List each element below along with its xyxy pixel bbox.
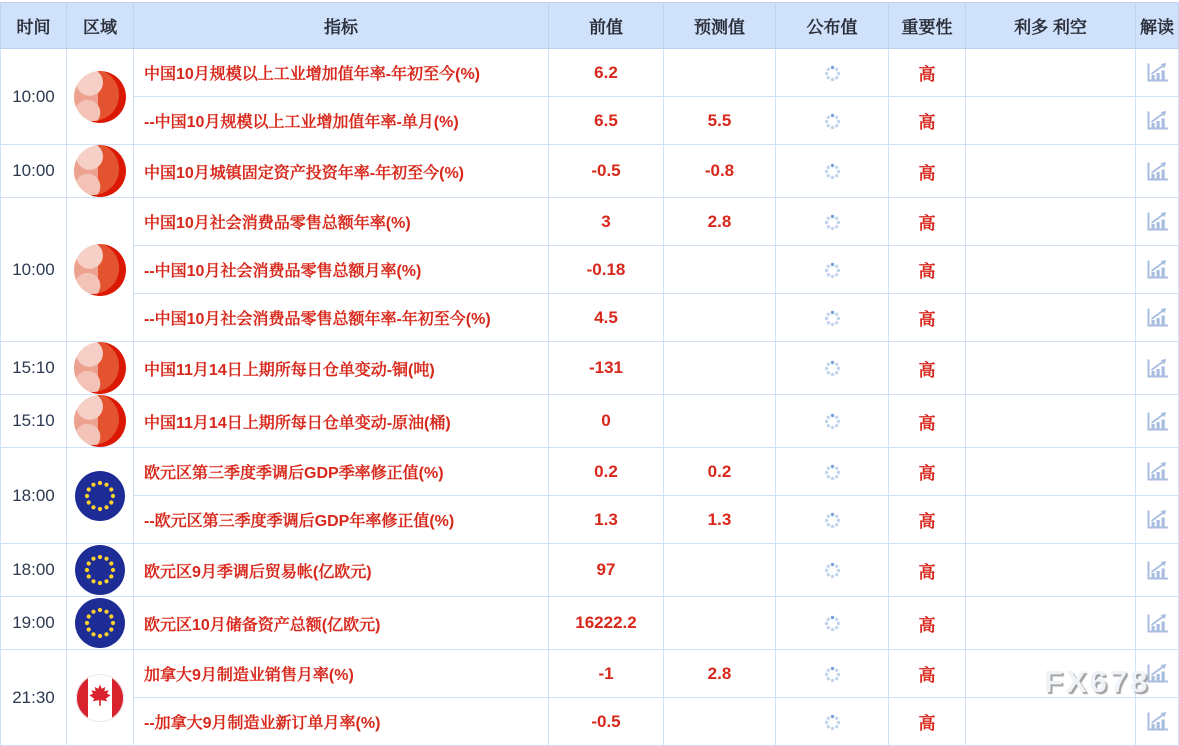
bar-chart-arrow-icon[interactable] — [1146, 560, 1169, 581]
bull-bear-cell — [966, 198, 1136, 246]
indicator-cell[interactable]: 欧元区9月季调后贸易帐(亿欧元) — [134, 544, 549, 597]
china-flag-icon — [67, 395, 133, 447]
bar-chart-arrow-icon[interactable] — [1146, 62, 1169, 83]
interpret-cell — [1136, 597, 1179, 650]
column-header-bull-bear: 利多 利空 — [966, 3, 1136, 49]
interpret-cell — [1136, 698, 1179, 746]
published-value-cell — [776, 650, 889, 698]
previous-value-cell: 16222.2 — [549, 597, 664, 650]
previous-value-cell: 0.2 — [549, 448, 664, 496]
forecast-value-cell — [664, 294, 776, 342]
previous-value-cell: -0.5 — [549, 145, 664, 198]
forecast-value-cell — [664, 597, 776, 650]
interpret-cell — [1136, 448, 1179, 496]
canada-flag-icon — [67, 673, 133, 723]
indicator-cell[interactable]: --中国10月规模以上工业增加值年率-单月(%) — [134, 97, 549, 145]
loading-spinner-icon — [824, 714, 841, 731]
forecast-value-cell — [664, 342, 776, 395]
forecast-value-cell: 0.2 — [664, 448, 776, 496]
importance-cell: 高 — [889, 145, 966, 198]
importance-cell: 高 — [889, 698, 966, 746]
column-header-interpret: 解读 — [1136, 3, 1179, 49]
region-cell — [67, 145, 134, 198]
interpret-cell — [1136, 198, 1179, 246]
interpret-cell — [1136, 395, 1179, 448]
importance-cell: 高 — [889, 342, 966, 395]
previous-value-cell: 6.2 — [549, 49, 664, 97]
published-value-cell — [776, 496, 889, 544]
table-header — [1, 3, 1179, 49]
bar-chart-arrow-icon[interactable] — [1146, 358, 1169, 379]
loading-spinner-icon — [824, 464, 841, 481]
region-cell — [67, 342, 134, 395]
indicator-cell[interactable]: 欧元区第三季度季调后GDP季率修正值(%) — [134, 448, 549, 496]
loading-spinner-icon — [824, 65, 841, 82]
indicator-cell[interactable]: 欧元区10月储备资产总额(亿欧元) — [134, 597, 549, 650]
loading-spinner-icon — [824, 512, 841, 529]
loading-spinner-icon — [824, 615, 841, 632]
importance-cell: 高 — [889, 198, 966, 246]
eu-flag-icon — [67, 544, 133, 596]
region-cell — [67, 198, 134, 342]
column-header-forecast: 预测值 — [664, 3, 776, 49]
published-value-cell — [776, 49, 889, 97]
forecast-value-cell: -0.8 — [664, 145, 776, 198]
importance-cell: 高 — [889, 246, 966, 294]
loading-spinner-icon — [824, 413, 841, 430]
loading-spinner-icon — [824, 262, 841, 279]
calendar-table-body — [1, 49, 1179, 746]
table-row — [1, 294, 1179, 342]
bull-bear-cell — [966, 342, 1136, 395]
china-flag-icon — [67, 342, 133, 394]
bull-bear-cell — [966, 496, 1136, 544]
previous-value-cell: -1 — [549, 650, 664, 698]
region-cell — [67, 597, 134, 650]
indicator-cell[interactable]: 中国10月规模以上工业增加值年率-年初至今(%) — [134, 49, 549, 97]
previous-value-cell: -0.18 — [549, 246, 664, 294]
column-header-published: 公布值 — [776, 3, 889, 49]
region-cell — [67, 544, 134, 597]
indicator-cell[interactable]: 中国10月城镇固定资产投资年率-年初至今(%) — [134, 145, 549, 198]
china-flag-icon — [67, 71, 133, 123]
bar-chart-arrow-icon[interactable] — [1146, 110, 1169, 131]
previous-value-cell: 0 — [549, 395, 664, 448]
eu-flag-icon — [67, 470, 133, 522]
fx678-watermark: FX678 — [1044, 664, 1151, 699]
time-cell: 15:10 — [1, 342, 67, 395]
table-row — [1, 97, 1179, 145]
bull-bear-cell — [966, 650, 1136, 698]
indicator-cell[interactable]: --欧元区第三季度季调后GDP年率修正值(%) — [134, 496, 549, 544]
table-row — [1, 145, 1179, 198]
published-value-cell — [776, 544, 889, 597]
time-cell: 10:00 — [1, 145, 67, 198]
interpret-cell — [1136, 496, 1179, 544]
forecast-value-cell: 1.3 — [664, 496, 776, 544]
bull-bear-cell — [966, 698, 1136, 746]
indicator-cell[interactable]: 加拿大9月制造业销售月率(%) — [134, 650, 549, 698]
interpret-cell — [1136, 342, 1179, 395]
bar-chart-arrow-icon[interactable] — [1146, 711, 1169, 732]
bar-chart-arrow-icon[interactable] — [1146, 307, 1169, 328]
forecast-value-cell — [664, 49, 776, 97]
region-cell — [67, 395, 134, 448]
region-cell — [67, 448, 134, 544]
column-header-time: 时间 — [1, 3, 67, 49]
published-value-cell — [776, 448, 889, 496]
time-cell: 15:10 — [1, 395, 67, 448]
importance-cell: 高 — [889, 448, 966, 496]
interpret-cell — [1136, 294, 1179, 342]
loading-spinner-icon — [824, 360, 841, 377]
bull-bear-cell — [966, 294, 1136, 342]
time-cell: 18:00 — [1, 448, 67, 544]
forecast-value-cell — [664, 246, 776, 294]
published-value-cell — [776, 597, 889, 650]
previous-value-cell: 3 — [549, 198, 664, 246]
bar-chart-arrow-icon[interactable] — [1146, 509, 1169, 530]
bull-bear-cell — [966, 395, 1136, 448]
china-flag-icon — [67, 145, 133, 197]
importance-cell: 高 — [889, 395, 966, 448]
forecast-value-cell — [664, 544, 776, 597]
published-value-cell — [776, 246, 889, 294]
published-value-cell — [776, 395, 889, 448]
bull-bear-cell — [966, 246, 1136, 294]
eu-flag-icon — [67, 597, 133, 649]
previous-value-cell: 6.5 — [549, 97, 664, 145]
bull-bear-cell — [966, 448, 1136, 496]
table-row — [1, 597, 1179, 650]
loading-spinner-icon — [824, 214, 841, 231]
bar-chart-arrow-icon[interactable] — [1146, 161, 1169, 182]
time-cell: 18:00 — [1, 544, 67, 597]
indicator-cell[interactable]: --中国10月社会消费品零售总额月率(%) — [134, 246, 549, 294]
importance-cell: 高 — [889, 294, 966, 342]
indicator-cell[interactable]: 中国11月14日上期所每日仓单变动-原油(桶) — [134, 395, 549, 448]
table-row — [1, 448, 1179, 496]
interpret-cell — [1136, 145, 1179, 198]
table-row — [1, 49, 1179, 97]
table-row — [1, 650, 1179, 698]
forecast-value-cell — [664, 395, 776, 448]
interpret-cell — [1136, 246, 1179, 294]
column-header-indicator: 指标 — [134, 3, 549, 49]
published-value-cell — [776, 97, 889, 145]
bull-bear-cell — [966, 597, 1136, 650]
importance-cell: 高 — [889, 97, 966, 145]
time-cell: 10:00 — [1, 49, 67, 145]
column-header-region: 区域 — [67, 3, 134, 49]
table-row — [1, 342, 1179, 395]
bull-bear-cell — [966, 49, 1136, 97]
loading-spinner-icon — [824, 113, 841, 130]
published-value-cell — [776, 145, 889, 198]
economic-calendar-table — [0, 2, 1179, 746]
importance-cell: 高 — [889, 544, 966, 597]
importance-cell: 高 — [889, 496, 966, 544]
previous-value-cell: 4.5 — [549, 294, 664, 342]
china-flag-icon — [67, 244, 133, 296]
bar-chart-arrow-icon[interactable] — [1146, 663, 1169, 684]
region-cell — [67, 49, 134, 145]
forecast-value-cell: 5.5 — [664, 97, 776, 145]
loading-spinner-icon — [824, 666, 841, 683]
previous-value-cell: -0.5 — [549, 698, 664, 746]
interpret-cell — [1136, 97, 1179, 145]
table-row — [1, 544, 1179, 597]
table-row — [1, 496, 1179, 544]
region-cell — [67, 650, 134, 746]
bull-bear-cell — [966, 145, 1136, 198]
published-value-cell — [776, 198, 889, 246]
bar-chart-arrow-icon[interactable] — [1146, 211, 1169, 232]
indicator-cell[interactable]: --中国10月社会消费品零售总额年率-年初至今(%) — [134, 294, 549, 342]
forecast-value-cell: 2.8 — [664, 198, 776, 246]
previous-value-cell: -131 — [549, 342, 664, 395]
table-row — [1, 395, 1179, 448]
table-row — [1, 198, 1179, 246]
bull-bear-cell — [966, 544, 1136, 597]
table-row — [1, 246, 1179, 294]
forecast-value-cell: 2.8 — [664, 650, 776, 698]
previous-value-cell: 1.3 — [549, 496, 664, 544]
time-cell: 10:00 — [1, 198, 67, 342]
published-value-cell — [776, 698, 889, 746]
previous-value-cell: 97 — [549, 544, 664, 597]
table-row — [1, 698, 1179, 746]
interpret-cell — [1136, 49, 1179, 97]
published-value-cell — [776, 294, 889, 342]
importance-cell: 高 — [889, 650, 966, 698]
time-cell: 19:00 — [1, 597, 67, 650]
published-value-cell — [776, 342, 889, 395]
bar-chart-arrow-icon[interactable] — [1146, 613, 1169, 634]
interpret-cell — [1136, 650, 1179, 698]
column-header-importance: 重要性 — [889, 3, 966, 49]
indicator-cell[interactable]: 中国11月14日上期所每日仓单变动-铜(吨) — [134, 342, 549, 395]
loading-spinner-icon — [824, 310, 841, 327]
bar-chart-arrow-icon[interactable] — [1146, 461, 1169, 482]
loading-spinner-icon — [824, 163, 841, 180]
column-header-previous: 前值 — [549, 3, 664, 49]
importance-cell: 高 — [889, 49, 966, 97]
time-cell: 21:30 — [1, 650, 67, 746]
importance-cell: 高 — [889, 597, 966, 650]
bar-chart-arrow-icon[interactable] — [1146, 411, 1169, 432]
forecast-value-cell — [664, 698, 776, 746]
interpret-cell — [1136, 544, 1179, 597]
indicator-cell[interactable]: 中国10月社会消费品零售总额年率(%) — [134, 198, 549, 246]
indicator-cell[interactable]: --加拿大9月制造业新订单月率(%) — [134, 698, 549, 746]
bar-chart-arrow-icon[interactable] — [1146, 259, 1169, 280]
loading-spinner-icon — [824, 562, 841, 579]
bull-bear-cell — [966, 97, 1136, 145]
